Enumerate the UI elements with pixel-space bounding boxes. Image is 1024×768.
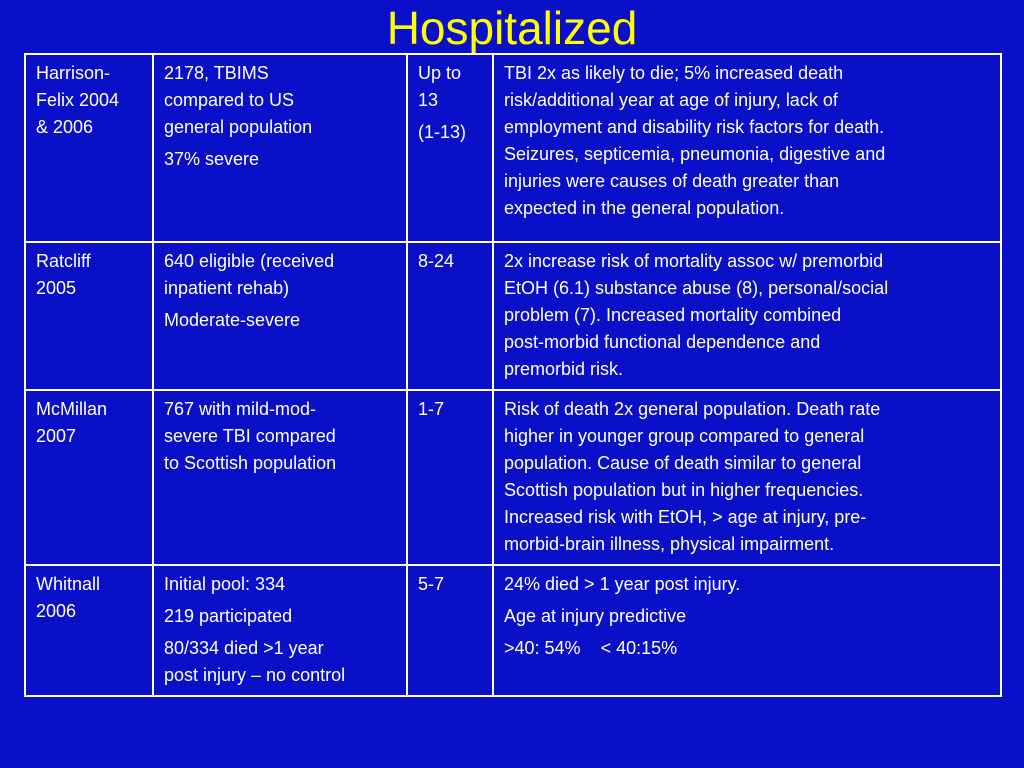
sample-cell: 767 with mild-mod- severe TBI compared to Scottish population (153, 390, 407, 565)
slide-title: Hospitalized (386, 2, 638, 54)
findings-cell: TBI 2x as likely to die; 5% increased death risk/additional year at age of injury, lack of employment and disability risk factors for death. Seizures, septicemia, pneumonia, digestive and injuries were causes of death greater than expected in the general population. (493, 54, 1001, 242)
years-cell: 8-24 (407, 242, 493, 390)
table-row (25, 54, 1001, 242)
table-row (25, 242, 1001, 390)
studies-table (24, 53, 1002, 697)
years-cell: Up to 13 (1-13) (407, 54, 493, 242)
sample-cell: 640 eligible (received inpatient rehab) Moderate-severe (153, 242, 407, 390)
table-row (25, 390, 1001, 565)
findings-cell: 24% died > 1 year post injury. Age at injury predictive >40: 54% < 40:15% (493, 565, 1001, 696)
study-cell: Ratcliff 2005 (25, 242, 153, 390)
years-cell: 5-7 (407, 565, 493, 696)
study-cell: Whitnall 2006 (25, 565, 153, 696)
study-cell: Harrison- Felix 2004 & 2006 (25, 54, 153, 242)
sample-cell: Initial pool: 334 219 participated 80/334 died >1 year post injury – no control (153, 565, 407, 696)
sample-cell: 2178, TBIMS compared to US general population 37% severe (153, 54, 407, 242)
study-cell: McMillan 2007 (25, 390, 153, 565)
years-cell: 1-7 (407, 390, 493, 565)
findings-cell: Risk of death 2x general population. Death rate higher in younger group compared to general population. Cause of death similar to general Scottish population but in higher frequencies. Increased risk with EtOH, > age at injury, pre- morbid-brain illness, physical impairment. (493, 390, 1001, 565)
findings-cell: 2x increase risk of mortality assoc w/ premorbid EtOH (6.1) substance abuse (8), personal/social problem (7). Increased mortality combined post-morbid functional dependence and premorbid risk. (493, 242, 1001, 390)
table-row (25, 565, 1001, 696)
